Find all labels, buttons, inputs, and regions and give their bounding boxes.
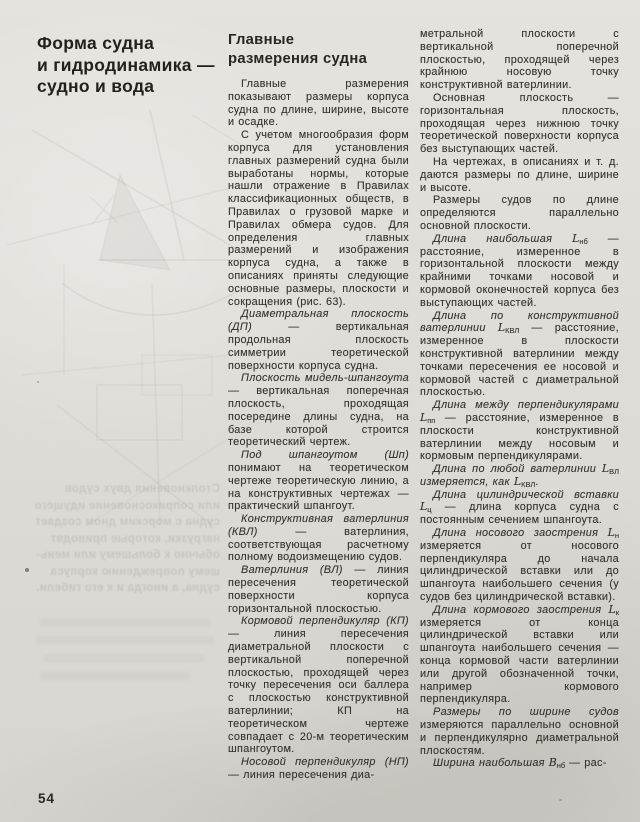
text-run: измеряется, как	[420, 475, 514, 488]
text-run: метральной плоскости с вертикальной поперечной плоскостью, проходящей через крайнюю носовую точку конструктивной ватерлинии.	[420, 28, 619, 92]
chapter-title	[37, 33, 221, 98]
text-run: На чертежах, в описаниях и т. д. даются размеры по длине, ширине и высоте.	[420, 155, 619, 194]
paragraph	[228, 615, 409, 756]
chapter-title-line: судно и вода	[37, 76, 155, 96]
paragraph	[228, 756, 409, 782]
math-symbol: L	[572, 231, 580, 245]
math-symbol: L	[420, 410, 428, 424]
middle-column	[228, 31, 409, 782]
ghost-mirrored-text	[28, 481, 220, 597]
ghost-smudge	[40, 618, 210, 626]
text-run: Диаметральная плоскость (ДП)	[228, 308, 409, 334]
math-subscript: ВЛ	[609, 467, 619, 477]
text-run: — расстояние, измеренное в плоскости конструктивной ватерлинии между точками пересечения ее носовой и кормовой частей с диаметральной плоскостью.	[420, 322, 619, 399]
paragraph	[420, 604, 619, 706]
text-run: Длина наибольшая	[433, 232, 573, 245]
text-run: Основная плоскость — горизонтальная плоскость, проходящая через нижнюю точку теоретической поверхности корпуса без выступающих частей.	[420, 91, 619, 156]
paragraph	[420, 757, 619, 770]
text-run: — линия пересечения теоретической поверхности корпуса горизонтальной плоскостью.	[228, 564, 409, 615]
math-symbol: L	[608, 602, 616, 616]
math-symbol: L	[513, 474, 522, 488]
math-symbol: L	[607, 526, 615, 540]
page-number: 54	[38, 791, 56, 806]
chapter-title-line: и гидродинамика —	[37, 54, 215, 75]
dust-speck	[37, 381, 39, 383]
text-run: — расстояние, измеренное в горизонтальной плоскости между крайними точками носовой и кормовой оконечностей корпуса без выступающих частей.	[420, 232, 619, 309]
text-run: измеряется от конца цилиндрической вставки или шпангоута наибольшего сечения — конца кормовой части ватерлинии или другой обозначенной точки, например кормового перпендикуляра.	[420, 616, 619, 706]
text-run: — расстояние, измеренное в плоскости конструктивной ватерлинии между носовым и кормовым перпендикулярами.	[420, 411, 619, 463]
math-subscript: н	[614, 531, 619, 541]
paragraph	[228, 372, 409, 449]
dust-speck	[559, 799, 562, 801]
section-heading-line: размерения судна	[228, 50, 368, 67]
dust-speck	[25, 568, 29, 572]
text-run: .	[535, 475, 539, 488]
paragraph	[228, 449, 409, 513]
ghost-text-line: судна, а иногда и к его гибели.	[35, 582, 220, 594]
text-run: Длина по конструктивной ватерлинии	[420, 309, 619, 335]
text-run: Под шпангоутом (Шп)	[241, 449, 409, 462]
ghost-smudge	[44, 654, 204, 662]
text-run: Размеры по ширине судов	[433, 706, 619, 719]
paragraph	[228, 78, 409, 129]
paragraph	[420, 28, 619, 92]
paragraph	[420, 310, 619, 400]
paragraph	[420, 399, 619, 463]
right-column	[420, 28, 619, 770]
math-subscript: КВЛ	[521, 479, 536, 489]
math-subscript: нб	[579, 236, 588, 246]
text-run: Конструктивная ватерлиния (КВЛ)	[228, 513, 409, 538]
text-run: — линия пересечения диа-	[228, 769, 375, 782]
text-run: С учетом многообразия форм корпуса для установления главных размерений судна были выработаны нормы, которые нашли отражение в Правилах классификационных обществ, в Правилах о грузовой марке и Правилах обмера судов. Для определения главных размерений и изображения корпуса судна, а также в описаниях приняты следующие основные размеры, плоскости и сокращения (рис. 63).	[228, 129, 409, 308]
math-subscript: ц	[427, 505, 432, 515]
paragraph	[420, 194, 619, 232]
paragraph	[420, 156, 619, 194]
math-symbol: L	[420, 500, 428, 514]
paragraph	[420, 92, 619, 156]
math-subscript: к	[615, 607, 619, 617]
text-run: — вертикальная поперечная плоскость, проходящая посередине длины судна, на базе которой строится теоретический чертеж.	[228, 385, 409, 449]
math-subscript: нб	[556, 761, 566, 771]
text-run: Размеры судов по длине определяются параллельно основной плоскости.	[420, 194, 619, 232]
text-run: измеряется от носового перпендикуляра до начала цилиндрической вставки или до шпангоута наибольшего сечения (у судов без цилиндрической вставки).	[420, 539, 619, 604]
paragraph	[420, 463, 619, 489]
text-run: Главные размерения показывают размеры корпуса судна по длине, ширине, высоте и осадке.	[228, 78, 409, 129]
text-run: Ширина наибольшая	[433, 757, 549, 770]
math-symbol: L	[497, 321, 506, 335]
paragraph	[420, 527, 619, 604]
math-symbol: B	[548, 756, 557, 770]
text-run: понимают на теоретическом чертеже теоретическую линию, а на конструктивных чертежах — практический шпангоут.	[228, 461, 409, 513]
text-run: — длина корпуса судна с постоянным сечением шпангоута.	[420, 501, 619, 527]
ghost-text-line: судна с морским дном создает	[34, 516, 220, 528]
math-subscript: КВЛ	[505, 326, 520, 336]
ghost-text-line: или соприкосновение идущего	[34, 499, 220, 512]
text-run: Кормовой перпендикуляр (КП)	[241, 615, 409, 628]
section-heading-line: Главные	[228, 32, 295, 48]
text-run: Ватерлиния (ВЛ)	[241, 564, 343, 577]
paragraph	[228, 513, 409, 564]
paragraph	[228, 129, 409, 308]
paragraph	[228, 564, 409, 615]
text-run: Длина между перпендикулярами	[433, 399, 619, 412]
math-subscript: пп	[427, 415, 436, 425]
ghost-text-line: нагрузки, которые приводят	[50, 532, 220, 545]
text-run: Плоскость мидель-шпангоута	[241, 372, 409, 385]
chapter-title-line: Форма судна	[37, 33, 155, 53]
text-run: — ватерлиния, соответствующая расчетному полному водоизмещению судов.	[228, 525, 409, 564]
math-symbol: L	[601, 462, 610, 476]
paragraph	[420, 489, 619, 527]
ghost-text-line: обычно к большему или мень-	[35, 549, 220, 561]
paragraph	[420, 233, 619, 310]
text-run: — вертикальная продольная плоскость симметрии теоретической поверхности корпуса судна.	[228, 321, 409, 372]
text-run: Длина кормового заострения	[433, 603, 609, 616]
text-run: Носовой перпендикуляр (НП)	[241, 756, 409, 769]
ghost-text-line: шему повреждению корпуса	[50, 565, 220, 578]
paragraph	[228, 308, 409, 372]
paragraph	[420, 706, 619, 757]
text-run: — рас-	[565, 757, 607, 770]
ghost-text-line: Столкновения двух судов	[64, 483, 220, 495]
text-run: измеряются параллельно основной и перпендикулярно диаметральной плоскостям.	[420, 719, 619, 757]
middle-column-text	[228, 78, 409, 782]
text-run: Длина носового заострения	[433, 527, 608, 540]
ghost-smudge	[36, 636, 214, 644]
text-run: Длина по любой ватерлинии	[433, 463, 602, 476]
ghost-smudge	[40, 672, 190, 680]
section-heading	[228, 31, 409, 68]
text-run: — линия пересечения диаметральной плоскости с вертикальной поперечной плоскостью, проходящей через точку пересечения оси баллера с плоскостью конструктивной ватерлинии; КП на теоретическом чертеже совпадает с 20-м теоретическим шпангоутом.	[228, 628, 409, 756]
text-run: Длина цилиндрической вставки	[433, 488, 619, 501]
left-column	[37, 33, 221, 98]
